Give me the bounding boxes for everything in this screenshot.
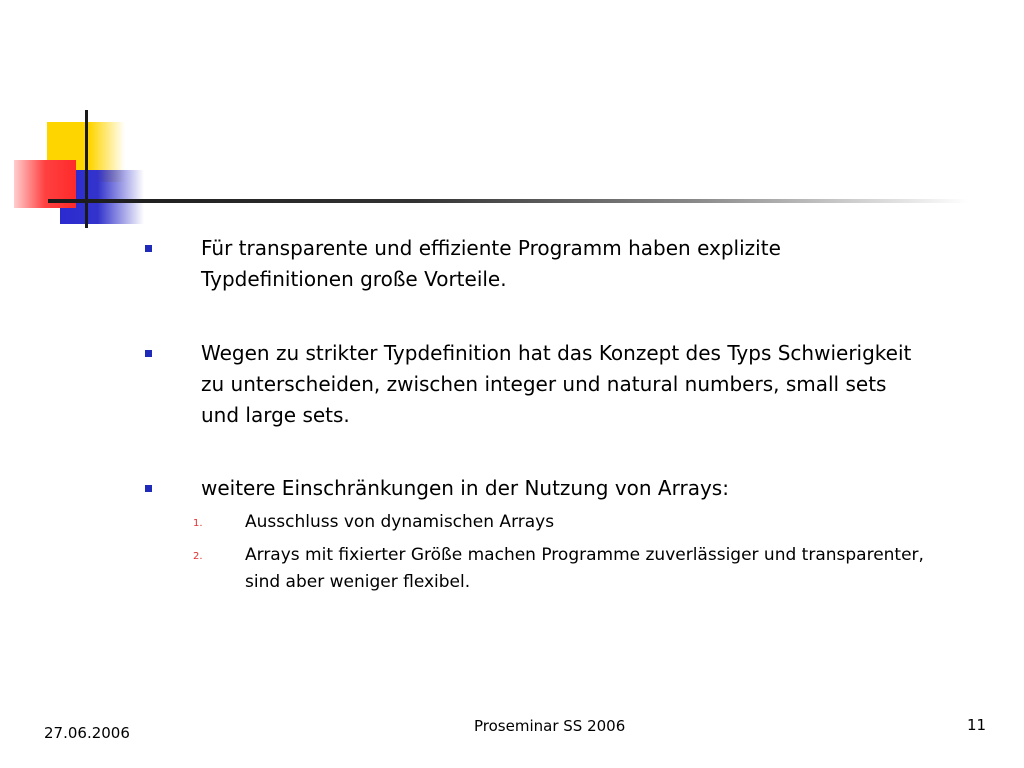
footer-title: Proseminar SS 2006 — [474, 717, 626, 735]
bullet-text: Wegen zu strikter Typdefinition hat das Konzept des Typs Schwierigkeit zu unterscheiden, zwischen integer und natural numbers, small sets und large sets. — [201, 341, 912, 427]
numbered-subitem — [193, 509, 925, 536]
title-divider-line — [48, 199, 968, 203]
numbered-subitem — [193, 542, 925, 596]
footer-date: 27.06.2006 — [44, 724, 130, 742]
bullet-square-icon — [145, 350, 152, 357]
slide-number: 11 — [967, 716, 987, 734]
bullet-text: weitere Einschränkungen in der Nutzung von Arrays: — [201, 476, 729, 500]
bullet-item — [201, 473, 921, 504]
bullet-square-icon — [145, 485, 152, 492]
bullet-item — [201, 338, 921, 431]
subitem-number: 1. — [193, 518, 203, 529]
bullet-text: Für transparente und effiziente Programm haben explizite Typdefinitionen große Vorteile. — [201, 236, 781, 291]
bullet-square-icon — [145, 245, 152, 252]
bullet-item — [201, 233, 921, 295]
subitem-number: 2. — [193, 551, 203, 562]
decor-vertical-line — [85, 110, 88, 228]
subitem-text: Ausschluss von dynamischen Arrays — [245, 512, 555, 532]
subitem-text: Arrays mit fixierter Größe machen Programme zuverlässiger und transparenter, sind aber weniger flexibel. — [245, 545, 924, 592]
